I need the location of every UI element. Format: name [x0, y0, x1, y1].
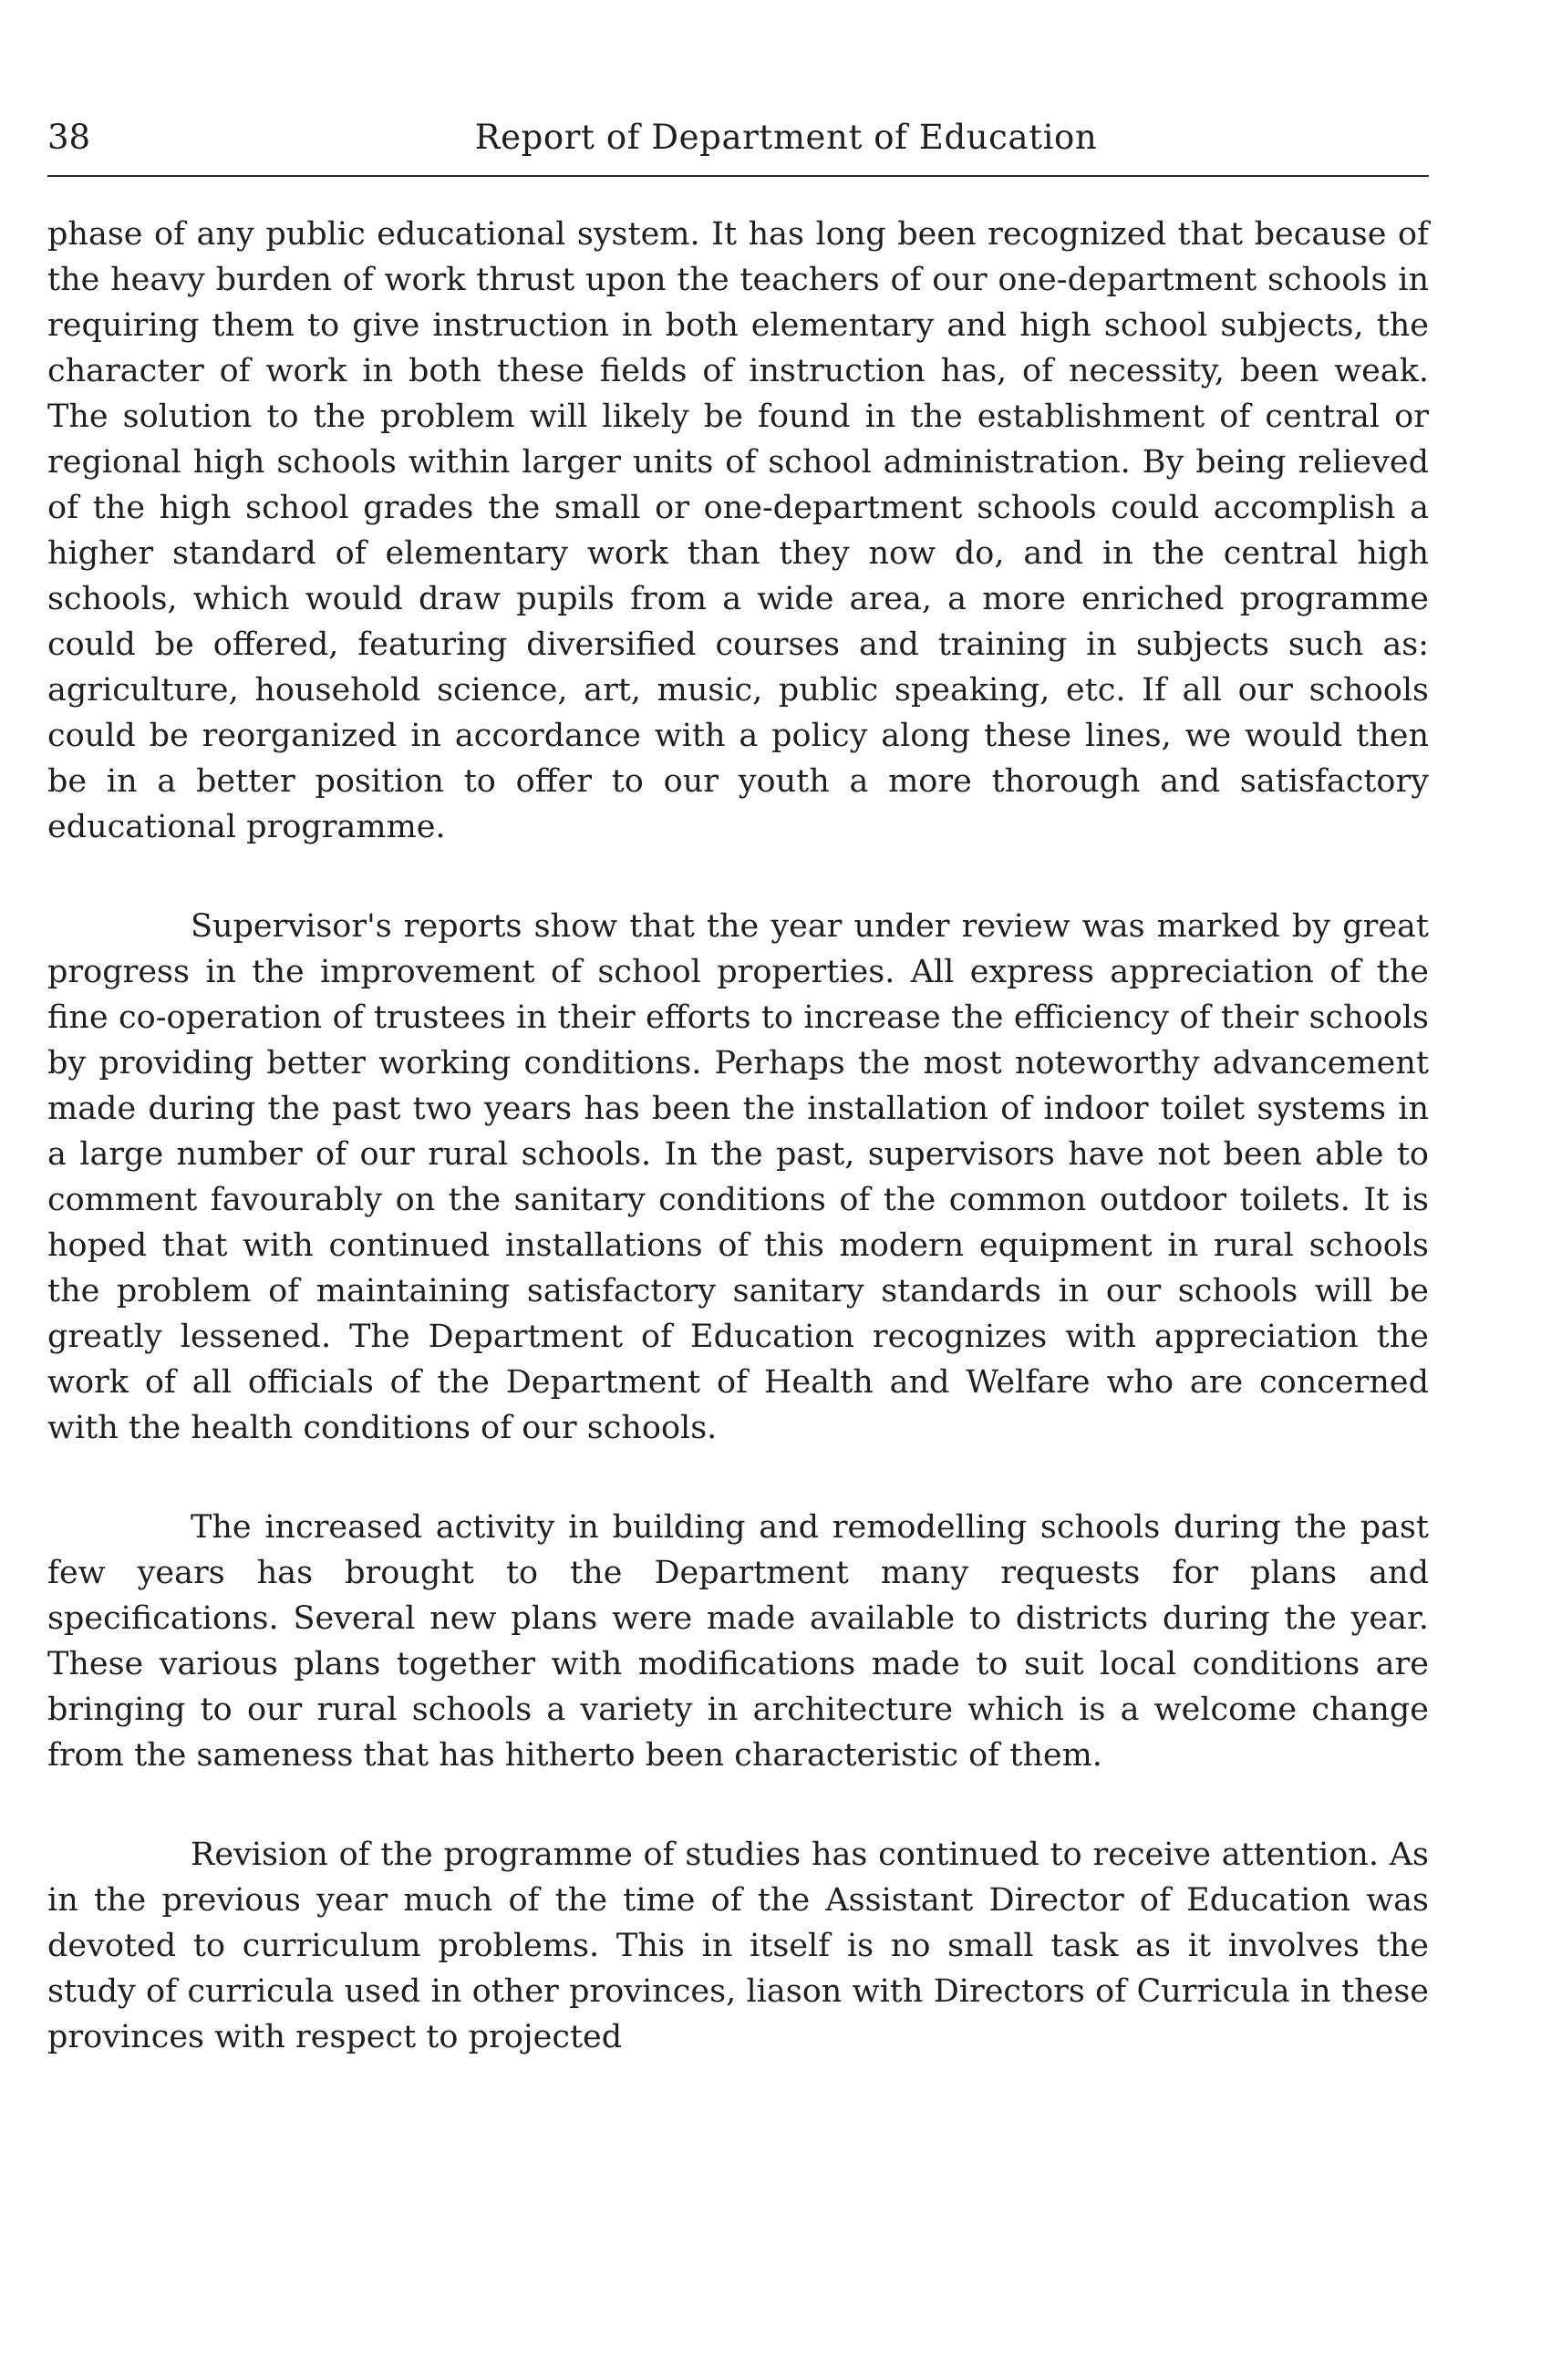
page-header	[47, 117, 1429, 162]
header-rule	[47, 175, 1429, 177]
page-number: 38	[47, 118, 91, 157]
running-head: Report of Department of Education	[474, 118, 1098, 157]
paragraph-supervisor-reports: Supervisor's reports show that the year under review was marked by great progress in the improvement of school properties. All express appreciation of the fine co-operation of trustees in their efforts to increase the efficiency of their schools by providing better working conditions. Perhaps the most noteworthy advancement made during the past two years has been the installation of indoor toilet systems in a large number of our rural schools. In the past, supervisors have not been able to comment favourably on the sanitary conditions of the common outdoor toilets. It is hoped that with continued installations of this modern equipment in rural schools the problem of maintaining satisfactory sanitary standards in our schools will be greatly lessened. The Department of Education recognizes with appreciation the work of all officials of the Department of Health and Welfare who are concerned with the health conditions of our schools.	[47, 908, 1429, 1446]
paragraph-programme-revision: Revision of the programme of studies has continued to receive attention. As in the previous year much of the time of the Assistant Director of Education was devoted to curriculum problems. This in itself is no small task as it involves the study of curricula used in other provinces, liason with Directors of Curricula in these provinces with respect to projected	[47, 1837, 1429, 2055]
body-text	[47, 212, 1429, 2114]
paragraph-continued: phase of any public educational system. It has long been recognized that because of the heavy burden of work thrust upon the teachers of our one-department schools in requiring them to give instruction in both elementary and high school subjects, the character of work in both these fields of instruction has, of necessity, been weak. The solution to the problem will likely be found in the establishment of central or regional high schools within larger units of school administration. By being relieved of the high school grades the small or one-department schools could accomplish a higher standard of elementary work than they now do, and in the central high schools, which would draw pupils from a wide area, a more enriched programme could be offered, featuring diversified courses and training in subjects such as: agriculture, household science, art, music, public speaking, etc. If all our schools could be reorganized in accordance with a policy along these lines, we would then be in a better position to offer to our youth a more thorough and satisfactory educational programme.	[47, 216, 1429, 845]
paragraph-building-activity: The increased activity in building and remodelling schools during the past few years has brought to the Department many requests for plans and specifications. Several new plans were made available to districts during the year. These various plans together with modifications made to suit local conditions are bringing to our rural schools a variety in architecture which is a welcome change from the sameness that has hitherto been characteristic of them.	[47, 1509, 1429, 1774]
